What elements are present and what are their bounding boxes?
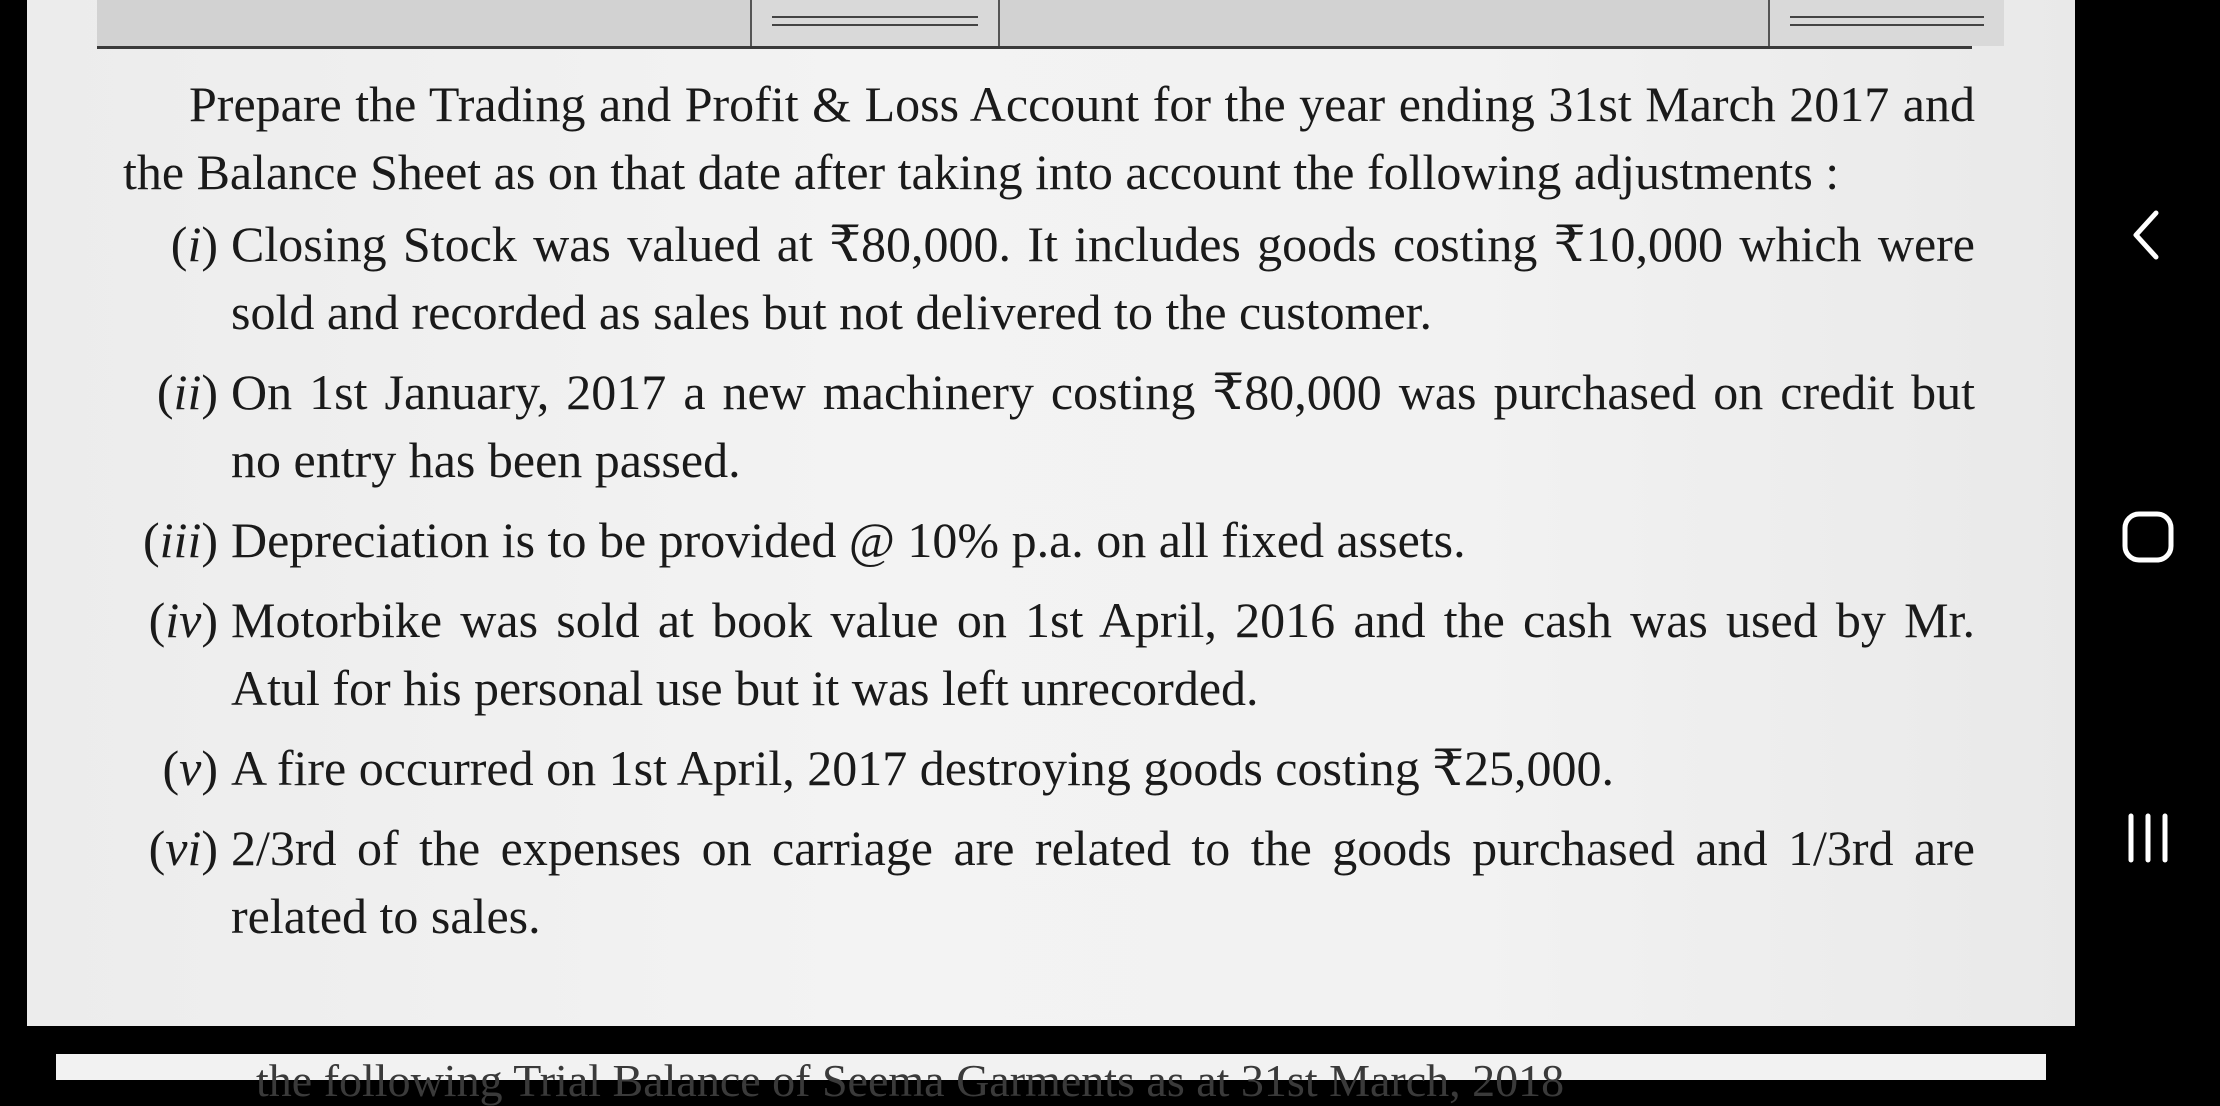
adjustments-list: [123, 210, 1975, 950]
double-underline: [1790, 16, 1984, 26]
item-marker: (v): [162, 740, 218, 796]
adjustment-text: Closing Stock was valued at ₹80,000. It includes goods costing ₹10,000 which were sold and recorded as sales but not delivered to the customer.: [231, 216, 1975, 340]
adjustment-item: [123, 210, 1975, 346]
recents-button[interactable]: [2075, 783, 2220, 893]
question-text: [123, 70, 1975, 962]
back-button[interactable]: [2075, 180, 2220, 290]
table-amount-column: [750, 0, 1000, 46]
adjustment-text: On 1st January, 2017 a new machinery costing ₹80,000 was purchased on credit but no entry has been passed.: [231, 364, 1975, 488]
next-page-partial-text: the following Trial Balance of Seema Garments as at 31st March, 2018: [256, 1055, 1565, 1106]
adjustment-text: Depreciation is to be provided @ 10% p.a. on all fixed assets.: [231, 512, 1466, 568]
item-marker: (iv): [148, 592, 218, 648]
double-underline: [772, 16, 978, 26]
adjustment-item: [123, 506, 1975, 574]
system-navigation-bar: [2075, 0, 2220, 1080]
adjustment-text: A fire occurred on 1st April, 2017 destroying goods costing ₹25,000.: [231, 740, 1615, 796]
adjustment-item: [123, 814, 1975, 950]
item-marker: (vi): [148, 820, 218, 876]
item-marker: (ii): [156, 364, 218, 420]
book-page-photo: [27, 0, 2075, 1026]
adjustment-text: Motorbike was sold at book value on 1st April, 2016 and the cash was used by Mr. Atul for his personal use but it was left unrecorded.: [231, 592, 1975, 716]
table-amount-column: [1768, 0, 2004, 46]
home-button[interactable]: [2075, 482, 2220, 592]
previous-table-remnant: [97, 0, 1972, 49]
adjustment-text: 2/3rd of the expenses on carriage are related to the goods purchased and 1/3rd are related to sales.: [231, 820, 1975, 944]
adjustment-item: [123, 586, 1975, 722]
item-marker: (iii): [143, 512, 218, 568]
adjustment-item: [123, 734, 1975, 802]
home-square-icon: [2120, 509, 2176, 565]
next-page-photo: [56, 1054, 2046, 1106]
item-marker: (i): [170, 216, 218, 272]
recents-bars-icon: [2123, 810, 2173, 866]
adjustment-item: [123, 358, 1975, 494]
chevron-left-icon: [2128, 205, 2168, 265]
question-intro: Prepare the Trading and Profit & Loss Account for the year ending 31st March 2017 and the Balance Sheet as on that date after taking into account the following adjustments :: [123, 76, 1975, 200]
